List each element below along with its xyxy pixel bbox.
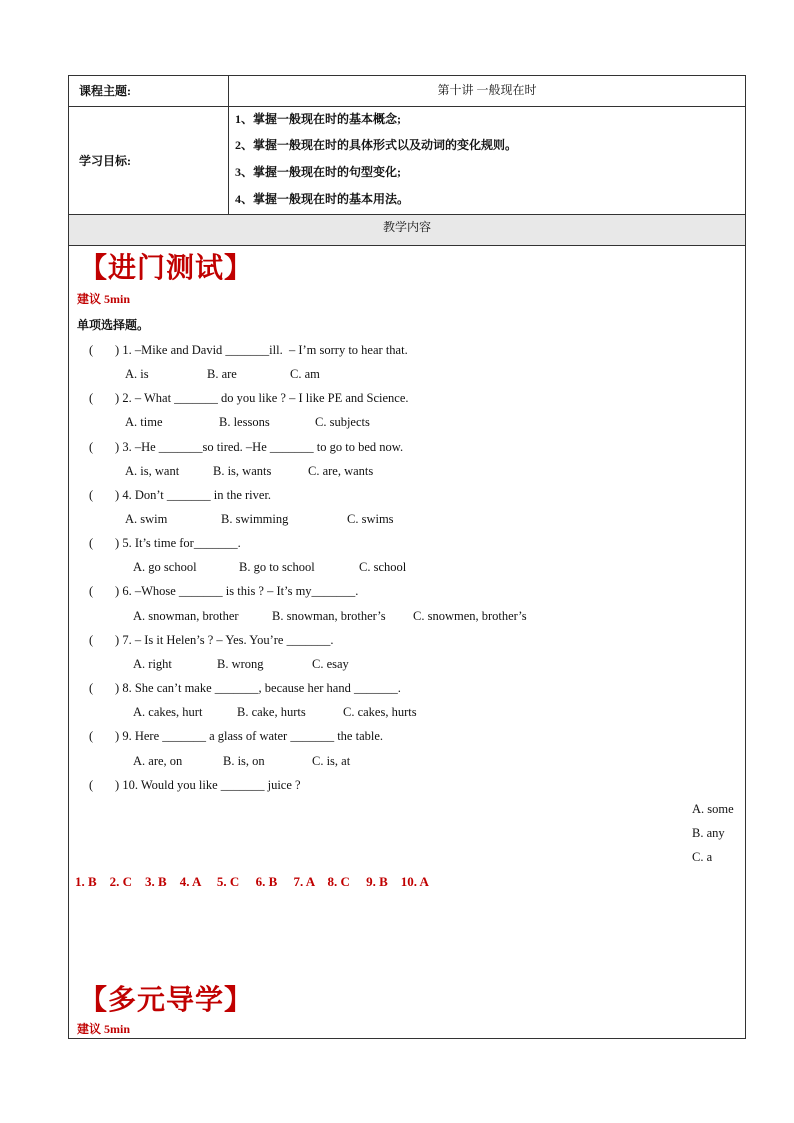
question-1: ( ) 1. –Mike and David _______ill. – I’m sorry to hear that.: [89, 343, 408, 357]
option: A. go school: [133, 560, 197, 574]
option: C. school: [359, 560, 407, 574]
lesson-page: [68, 75, 746, 1039]
option: C. esay: [312, 657, 349, 671]
topic-label: 课程主题:: [79, 84, 131, 98]
topic-value: 第十讲 一般现在时: [437, 83, 537, 97]
question-6: ( ) 6. –Whose _______ is this ? – It’s my_______.: [89, 584, 359, 598]
section-title-guided-learning: 【多元导学】: [79, 983, 254, 1016]
option: B. wrong: [217, 657, 264, 671]
question-9: ( ) 9. Here _______ a glass of water _______ the table.: [89, 729, 384, 743]
option: C. am: [290, 367, 320, 381]
option: C. are, wants: [308, 464, 374, 478]
goal-item: 3、掌握一般现在时的句型变化;: [235, 165, 401, 179]
suggest-time: 建议 5min: [77, 1022, 131, 1036]
option: A. some: [692, 802, 734, 816]
goal-item: 1、掌握一般现在时的基本概念;: [235, 112, 401, 126]
option: B. lessons: [219, 415, 270, 429]
option: B. go to school: [239, 560, 315, 574]
goals-row: [69, 107, 745, 215]
option: C. snowmen, brother’s: [413, 609, 527, 623]
goal-item: 4、掌握一般现在时的基本用法。: [235, 192, 410, 206]
option: B. any: [692, 826, 725, 840]
topic-row: [69, 76, 745, 107]
option: B. cake, hurts: [237, 705, 306, 719]
option: A. snowman, brother: [133, 609, 239, 623]
option: A. is: [125, 367, 149, 381]
option: A. right: [133, 657, 172, 671]
answer-key: 1. B 2. C 3. B 4. A 5. C 6. B 7. A 8. C 9. B 10. A: [75, 874, 429, 889]
goal-label: 学习目标:: [79, 154, 131, 168]
content-banner: 教学内容: [69, 215, 745, 245]
goal-item: 2、掌握一般现在时的具体形式以及动词的变化规则。: [235, 138, 518, 152]
option: B. is, wants: [213, 464, 272, 478]
option: A. cakes, hurt: [133, 705, 203, 719]
suggest-time: 建议 5min: [77, 292, 131, 306]
option: B. snowman, brother’s: [272, 609, 386, 623]
option: A. is, want: [125, 464, 180, 478]
question-5: ( ) 5. It’s time for_______.: [89, 536, 241, 550]
question-4: ( ) 4. Don’t _______ in the river.: [89, 488, 272, 502]
option: C. cakes, hurts: [343, 705, 417, 719]
option: B. are: [207, 367, 237, 381]
option: C. subjects: [315, 415, 370, 429]
option: C. is, at: [312, 754, 351, 768]
content-banner-row: [69, 215, 745, 246]
instruction: 单项选择题。: [77, 318, 150, 332]
option: B. swimming: [221, 512, 289, 526]
option: A. swim: [125, 512, 168, 526]
question-3: ( ) 3. –He _______so tired. –He _______ to go to bed now.: [89, 440, 404, 454]
option: C. swims: [347, 512, 394, 526]
section-title-entry-test: 【进门测试】: [79, 251, 254, 284]
option: B. is, on: [223, 754, 265, 768]
option: A. are, on: [133, 754, 183, 768]
question-8: ( ) 8. She can’t make _______, because her hand _______.: [89, 681, 401, 695]
option: C. a: [692, 850, 713, 864]
option: A. time: [125, 415, 163, 429]
question-2: ( ) 2. – What _______ do you like ? – I like PE and Science.: [89, 391, 409, 405]
question-10: ( ) 10. Would you like _______ juice ?: [89, 778, 301, 792]
content-body: [69, 246, 745, 1038]
question-7: ( ) 7. – Is it Helen’s ? – Yes. You’re _______.: [89, 633, 334, 647]
